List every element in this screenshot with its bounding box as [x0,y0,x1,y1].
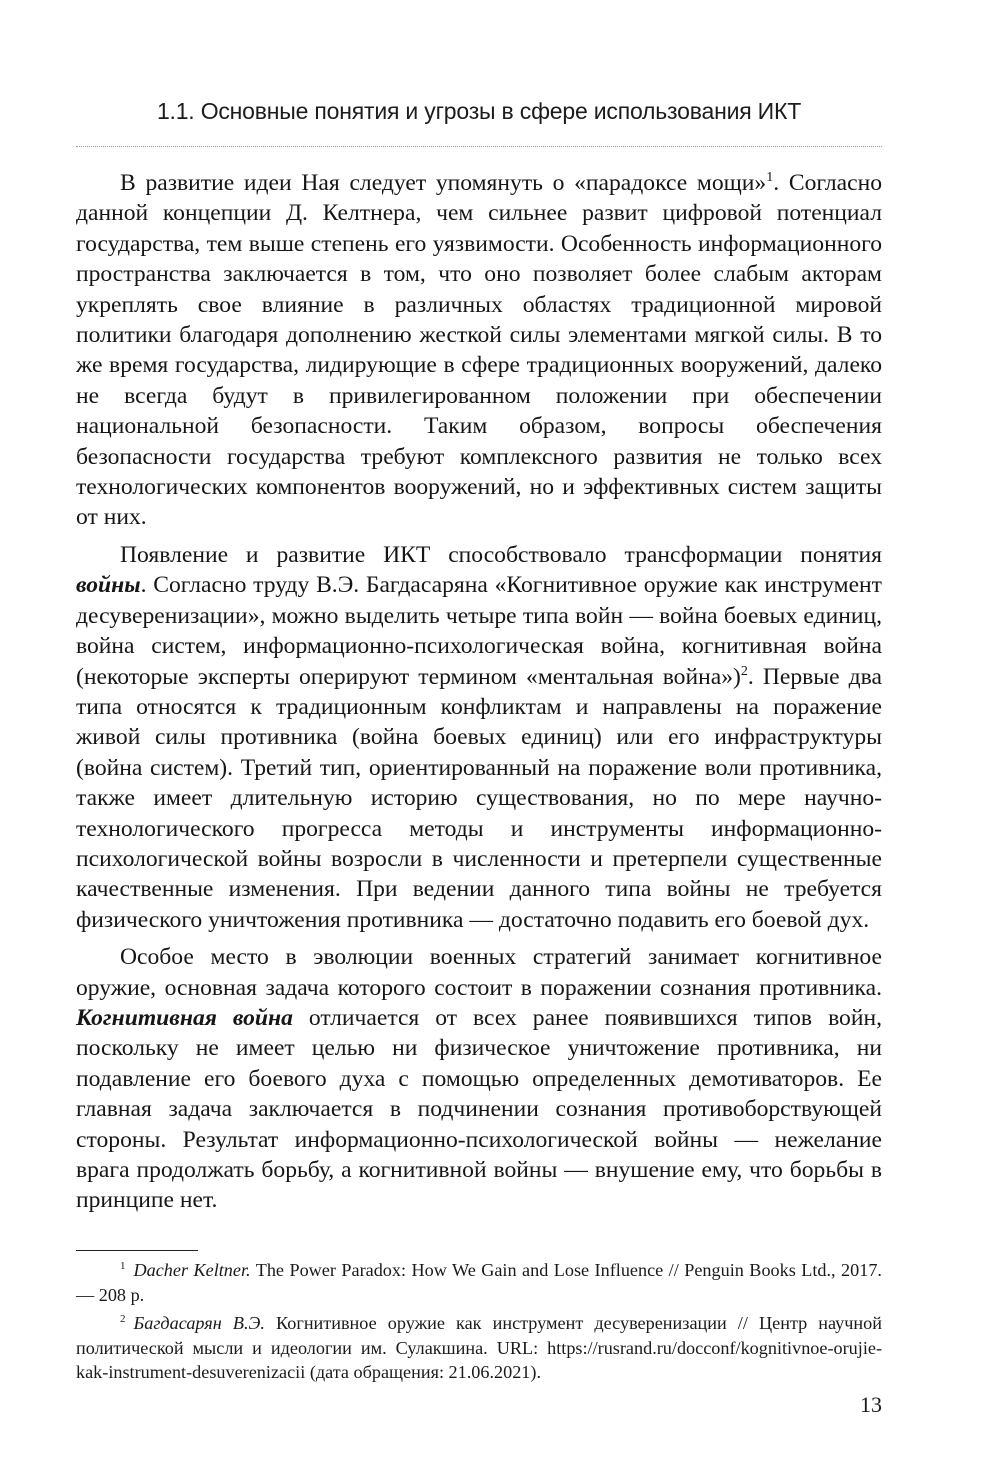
term-emphasis: Когнитивная война [76,1004,293,1031]
term-emphasis: войны [76,572,141,599]
paragraph-text: . Согласно данной концепции Д. Келтнера, чем сильнее развит цифровой потенциал государства, тем выше степень его уязвимости. Особенность информационного пространства заключается в том, что оно позволяет более слабым акторам укреплять свое влияние в различных областях традиционной мировой политики благодаря дополнению жесткой силы элементами мягкой силы. В то же время государства, лидирующие в сфере традиционных вооружений, далеко не всегда будут в привилегированном положении при обеспечении национальной безопасности. Таким образом, вопросы обеспечения безопасности государства требуют комплексного развития не только всех технологических компонентов вооружений, но и эффективных систем защиты от них. [76,170,883,531]
footnote [76,1258,882,1307]
paragraph-text: отличается от всех ранее появившихся типов войн, поскольку не имеет целью ни физическое уничтожение противника, ни подавление его боевого духа с помощью определенных демотиваторов. Ее главная задача заключается в подчинении сознания противоборствующей стороны. Результат информационно-психологической войны — нежелание врага продолжать борьбу, а когнитивной войны — внушение ему, что борьбы в принципе нет. [76,1004,882,1214]
footnote-mark: 1 [120,1259,126,1272]
page-number: 13 [860,1392,882,1417]
paragraph-paradox-of-power [76,168,882,533]
paragraph-text: Появление и развитие ИКТ способствовало трансформации понятия [120,541,882,568]
paragraph-text: . Согласно труду В.Э. Багдасаряна «Когнитивное оружие как инструмент десуверенизации», можно выделить четыре типа войн — война боевых единиц, война систем, информационно-психологическая война, когнитивная война (некоторые эксперты оперируют термином «ментальная война») [76,572,882,690]
paragraph-text: Особое место в эволюции военных стратегий занимает когнитивное оружие, основная задача которого состоит в поражении сознания противника. [76,944,882,1001]
paragraph-text: . Первые два типа относятся к традиционным конфликтам и направлены на поражение живой силы противника (война боевых единиц) или его инфраструктуры (война систем). Третий тип, ориентированный на поражение воли противника, также имеет длительную историю существования, но по мере научно-технологического прогресса методы и инструменты информационно-психологической войны возросли в численности и претерпели существенные качественные изменения. При ведении данного типа войны не требуется физического уничтожения противника — достаточно подавить его боевой дух. [76,663,882,933]
paragraph-text: В развитие идеи Ная следует упомянуть о «парадоксе мощи» [120,170,767,196]
footnotes [76,1258,882,1389]
footnote-mark: 2 [120,1313,126,1326]
main-text [76,168,882,1223]
running-header: 1.1. Основные понятия и угрозы в сфере использования ИКТ [156,98,802,124]
footnote-reference: 1 [766,170,774,186]
footnote [76,1311,882,1385]
footnote-author: Багдасарян В.Э. [133,1313,265,1334]
paragraph-types-of-war [76,540,882,935]
paragraph-cognitive-war [76,942,882,1216]
footnote-text: Когнитивное оружие как инструмент десуверенизации // Центр научной политической мысли и идеологии им. Сулакшина. URL: https://rusrand.ru/docconf/kognitivnoe-orujie-kak-instrument-desuverenizacii (дата обращения: 21.06.2021). [76,1313,882,1383]
header-divider [76,146,882,147]
footnote-reference: 2 [740,663,748,679]
footnote-divider [76,1250,198,1251]
footnote-author: Dacher Keltner. [133,1260,251,1280]
footnote-text: The Power Paradox: How We Gain and Lose Influence // Penguin Books Ltd., 2017. — 208 p. [76,1260,882,1305]
